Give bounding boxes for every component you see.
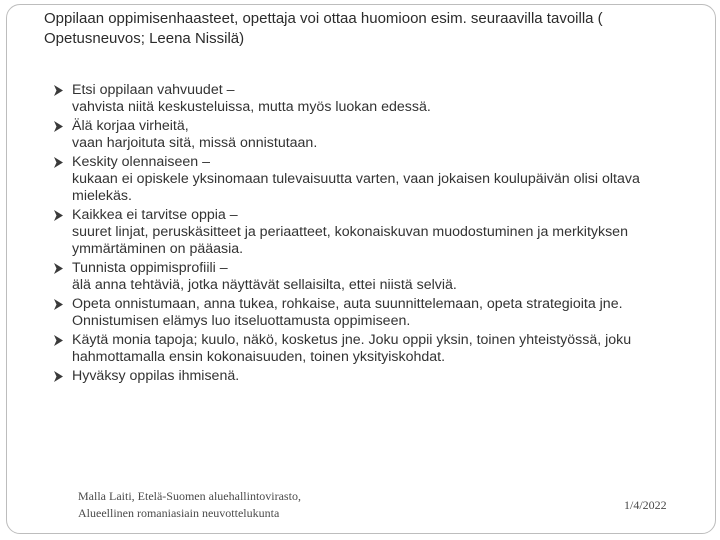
slide-title: Oppilaan oppimisenhaasteet, opettaja voi ottaa huomioon esim. seuraavilla tavoilla ( Opetusneuvos; Leena Nissilä) [44, 10, 603, 47]
bullet-subtext: suuret linjat, peruskäsitteet ja periaatteet, kokonaiskuvan muodostuminen ja merkityksen ymmärtäminen on pääasia. [72, 224, 628, 258]
bullet-text: Hyväksy oppilas ihmisenä. [72, 367, 240, 384]
bullet-subtext: vaan harjoituta sitä, missä onnistutaan. [72, 135, 318, 152]
arrow-bullet-icon [54, 210, 63, 221]
footer-date: 1/4/2022 [624, 498, 667, 512]
bullet-subtext: vahvista niitä keskusteluissa, mutta myös luokan edessä. [72, 99, 431, 116]
bullet-item [54, 332, 684, 366]
bullet-text: Älä korjaa virheitä, [72, 117, 189, 134]
bullet-text: Etsi oppilaan vahvuudet – [72, 82, 235, 98]
footer-author-line: Malla Laiti, Etelä-Suomen aluehallintovirasto, [78, 489, 301, 503]
footer-author [78, 488, 398, 522]
bullet-text: Kaikkea ei tarvitse oppia – [72, 206, 238, 223]
bullet-text: Käytä monia tapoja; kuulo, näkö, kosketus jne. Joku oppii yksin, toinen yhteistyössä, joku hahmottamalla ensin kokonaisuuden, toinen yksityiskohdat. [72, 331, 632, 366]
bullet-text: Opeta onnistumaan, anna tukea, rohkaise, auta suunnittelemaan, opeta strategioita jne. Onnistumisen elämys luo itseluottamusta oppimiseen. [72, 295, 623, 330]
bullet-text: Tunnista oppimisprofiili – [72, 260, 228, 277]
bullet-subtext: kukaan ei opiskele yksinomaan tulevaisuutta varten, vaan jokaisen koulupäivän olisi oltava mielekäs. [72, 171, 640, 205]
bullet-item [54, 368, 684, 385]
bullet-item [54, 82, 684, 116]
bullet-item [54, 207, 684, 259]
footer-author-line: Alueellinen romaniasiain neuvottelukunta [78, 506, 280, 520]
bullet-text: Keskity olennaiseen – [72, 153, 211, 170]
bullet-subtext: älä anna tehtäviä, jotka näyttävät sellaisilta, ettei niistä selviä. [72, 277, 457, 294]
bullet-item [54, 296, 684, 330]
bullet-item [54, 260, 684, 294]
arrow-bullet-icon [54, 371, 63, 382]
arrow-bullet-icon [54, 157, 63, 168]
bullet-list [54, 82, 684, 386]
arrow-bullet-icon [54, 335, 63, 346]
bullet-item [54, 118, 684, 152]
arrow-bullet-icon [54, 121, 63, 132]
arrow-bullet-icon [54, 263, 63, 274]
arrow-bullet-icon [54, 85, 63, 96]
bullet-item [54, 154, 684, 206]
arrow-bullet-icon [54, 299, 63, 310]
